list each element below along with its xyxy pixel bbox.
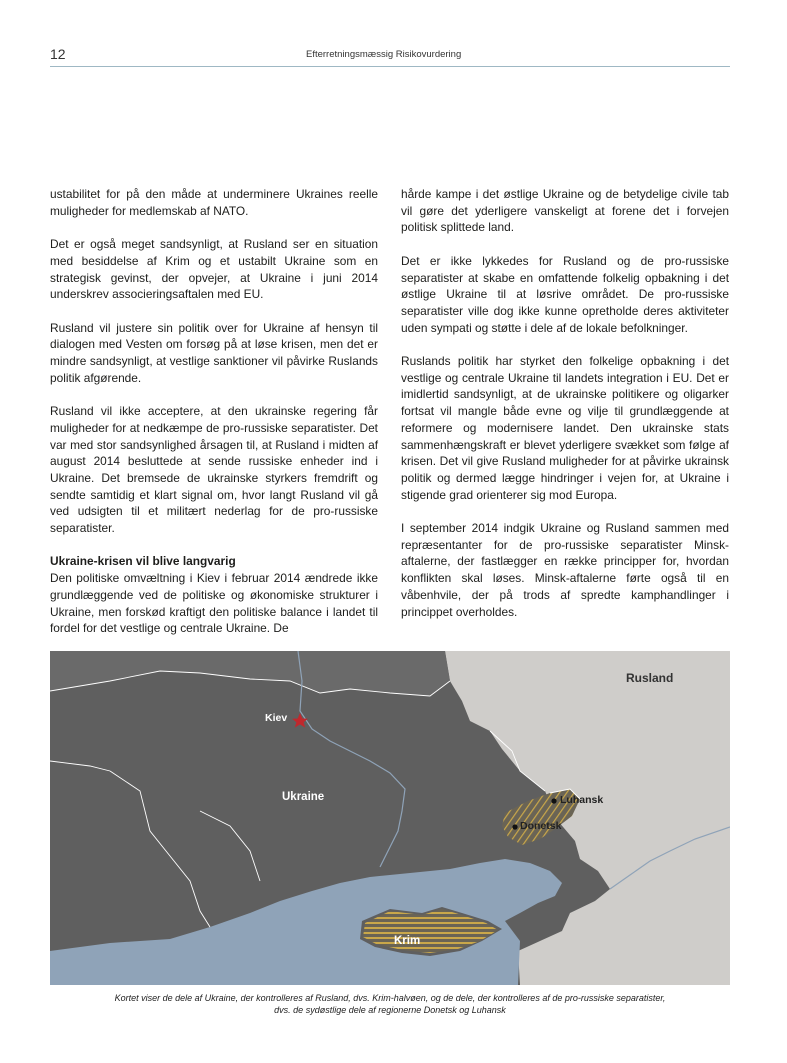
- map-graphic: [50, 651, 730, 985]
- body-paragraph: Rusland vil justere sin politik over for Ukraine af hensyn til dialogen med Vesten om forsøg på at løse krisen, men det er mindre sandsynligt, at vestlige sanktioner vil påvirke Ruslands politik afgørende.: [50, 320, 378, 385]
- body-paragraph: Rusland vil ikke acceptere, at den ukrainske regering får muligheder for at nedkæmpe de pro-russiske separatister. Det var med stor sandsynlighed årsagen til, at Rusland i midten af august 2014 besluttede at sende russiske enheder ind i Ukraine. Det bremsede de ukrainske styrkers fremdrift og sendte samtidig et klart signal om, hvor langt Rusland vil gå ved udsigten til et militært nederlag for de pro-russiske separatister.: [50, 404, 378, 536]
- section-subheading: Ukraine-krisen vil blive langvarig: [50, 554, 236, 569]
- city-dot-icon: [512, 824, 517, 829]
- body-paragraph: Ruslands politik har styrket den folkelige opbakning i det vestlige og centrale Ukraine til landets integration i EU. Det er imidlertid sandsynligt, at de ukrainske politikere og oligarker fortsat vil mangle både evne og vilje til grundlæggende at reformere og modernisere landet. Den ukrainske stats sammenhængskraft er blevet yderligere svækket som følge af krisen. Det vil give Rusland muligheder for at påvirke ukrainsk politik og dermed lægge hindringer i vejen for, at Ukraine i stigende grad orienterer sig mod Europa.: [401, 354, 729, 502]
- city-dot-icon: [551, 798, 556, 803]
- body-paragraph: ustabilitet for på den måde at underminere Ukraines reelle muligheder for medlemskab af NATO.: [50, 187, 378, 218]
- body-paragraph: I september 2014 indgik Ukraine og Rusland sammen med repræsentanter for de pro-russiske separatister Minsk-aftalerne, der fastlægger en række principper for, hvordan konflikten skal løses. Minsk-aftalerne førte også til en våbenhvile, der på trods af spredte kamphandlinger i princippet overholdes.: [401, 521, 729, 619]
- caption-line: dvs. de sydøstlige dele af regionerne Donetsk og Luhansk: [274, 1004, 506, 1015]
- left-column: [50, 186, 378, 637]
- donetsk-label: Donetsk: [520, 820, 562, 832]
- page-number: 12: [50, 46, 66, 62]
- right-column: [401, 186, 729, 620]
- running-head: Efterretningsmæssig Risikovurdering: [306, 49, 462, 60]
- kiev-label: Kiev: [265, 712, 288, 724]
- body-paragraph: hårde kampe i det østlige Ukraine og de betydelige civile tab vil gøre det yderligere vanskeligt at forene det i forvejen politisk splittede land.: [401, 187, 729, 235]
- luhansk-label: Luhansk: [560, 794, 604, 806]
- caption-line: Kortet viser de dele af Ukraine, der kontrolleres af Rusland, dvs. Krim-halvøen, og de dele, der kontrolleres af de pro-russiske separatister,: [114, 993, 666, 1003]
- ukraine-label: Ukraine: [282, 791, 325, 803]
- map-caption: [50, 993, 730, 1016]
- ukraine-map: [50, 651, 730, 985]
- crimea-label: Krim: [394, 935, 421, 947]
- body-paragraph: Den politiske omvæltning i Kiev i februar 2014 ændrede ikke grundlæggende ved de politiske og økonomiske strukturer i Ukraine, men forskød kraftigt den politiske balance i landet til fordel for det vestlige og centrale Ukraine. De: [50, 571, 378, 636]
- body-paragraph: Det er også meget sandsynligt, at Rusland ser en situation med besiddelse af Krim og et ustabilt Ukraine som en strategisk gevinst, der opvejer, at Ukraine i juni 2014 underskrev associeringsaftalen med EU.: [50, 237, 378, 302]
- header-rule: [50, 66, 730, 67]
- russia-label: Rusland: [626, 671, 674, 685]
- body-paragraph: Det er ikke lykkedes for Rusland og de pro-russiske separatister at skabe en omfattende folkelig opbakning i det østlige Ukraine til at løsrive området. De pro-russiske separatister ville dog ikke kunne opretholde deres aktiviteter uden sympati og støtte i dele af de lokale befolkninger.: [401, 253, 729, 335]
